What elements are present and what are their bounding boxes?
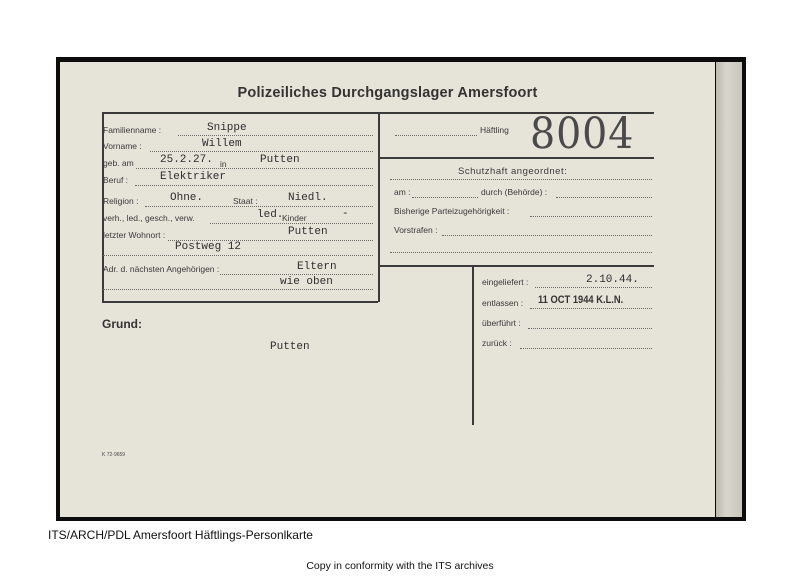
geb-value: 25.2.27. — [160, 154, 213, 166]
beruf-dots — [135, 185, 373, 186]
entlassen-dots — [530, 308, 652, 309]
vorstrafen-label: Vorstrafen : — [394, 225, 438, 235]
grund-value: Putten — [270, 341, 310, 353]
vorstrafen-dots — [442, 235, 652, 236]
angehoerige-dots-2 — [103, 289, 373, 290]
rule-schutzhaft-bottom — [378, 265, 654, 267]
eingeliefert-label: eingeliefert : — [482, 277, 529, 287]
grund-label: Grund: — [102, 317, 142, 331]
staat-value: Niedl. — [288, 192, 328, 204]
am-label: am : — [394, 187, 411, 197]
familienname-label: Familienname : — [103, 125, 162, 135]
wohnort-value: Putten — [288, 226, 328, 238]
rule-middle-vertical — [378, 112, 380, 302]
schutzhaft-heading: Schutzhaft angeordnet: — [458, 166, 568, 177]
zurueck-label: zurück : — [482, 338, 512, 348]
am-dots — [412, 197, 478, 198]
schutzhaft-top-dots — [390, 179, 652, 180]
familienname-dots — [178, 135, 373, 136]
vorname-dots — [150, 151, 373, 152]
beruf-value: Elektriker — [160, 171, 227, 183]
religion-value: Ohne. — [170, 192, 204, 204]
entlassen-label: entlassen : — [482, 298, 524, 308]
haeftling-label: Häftling — [480, 125, 509, 135]
durch-label: durch (Behörde) : — [481, 187, 548, 197]
vorname-label: Vorname : — [103, 141, 142, 151]
ueberfuehrt-dots — [528, 328, 652, 329]
religion-dots — [145, 206, 373, 207]
verh-label: verh., led., gesch., verw. — [103, 213, 195, 223]
in-label: in — [220, 159, 227, 169]
familienname-value: Snippe — [207, 122, 247, 134]
verh-value: led. — [257, 209, 284, 221]
angehoerige-value-2: wie oben — [280, 276, 333, 288]
print-code: K 72-9659 — [102, 452, 126, 458]
card-title: Polizeiliches Durchgangslager Amersfoort — [237, 85, 538, 101]
religion-label: Religion : — [103, 196, 139, 206]
eingeliefert-value: 2.10.44. — [586, 274, 639, 286]
zurueck-dots — [520, 348, 652, 349]
in-value: Putten — [260, 154, 300, 166]
prisoner-card — [60, 62, 715, 517]
geb-label: geb. am — [103, 158, 134, 168]
card-edge — [716, 62, 742, 517]
verh-dots — [210, 223, 373, 224]
entlassen-stamp: 11 OCT 1944 K.L.N. — [538, 294, 624, 306]
conformity-footer: Copy in conformity with the ITS archives — [306, 560, 494, 572]
durch-dots — [556, 197, 652, 198]
partei-label: Bisherige Parteizugehörigkeit : — [394, 206, 510, 216]
angehoerige-label: Adr. d. nächsten Angehörigen : — [103, 264, 220, 274]
angehoerige-dots — [220, 274, 373, 275]
partei-dots — [530, 216, 652, 217]
archive-caption: ITS/ARCH/PDL Amersfoort Häftlings-Personlkarte — [48, 528, 313, 542]
kinder-label: Kinder — [282, 213, 307, 223]
haeftling-dots — [395, 135, 477, 136]
kinder-value: - — [342, 208, 349, 220]
geb-dots — [136, 168, 373, 169]
rule-personal-bottom — [102, 301, 378, 303]
vorname-value: Willem — [202, 138, 242, 150]
angehoerige-value-1: Eltern — [297, 261, 337, 273]
schutzhaft-bottom-dots — [390, 252, 652, 253]
prisoner-number: 8004 — [530, 109, 635, 159]
address-value: Postweg 12 — [175, 241, 242, 253]
staat-label: Staat : — [233, 196, 258, 206]
address-dots — [103, 255, 373, 256]
beruf-label: Beruf : — [103, 175, 129, 185]
wohnort-label: letzter Wohnort : — [103, 230, 166, 240]
eingeliefert-dots — [535, 287, 652, 288]
rule-movement-left — [472, 265, 474, 425]
ueberfuehrt-label: überführt : — [482, 318, 521, 328]
